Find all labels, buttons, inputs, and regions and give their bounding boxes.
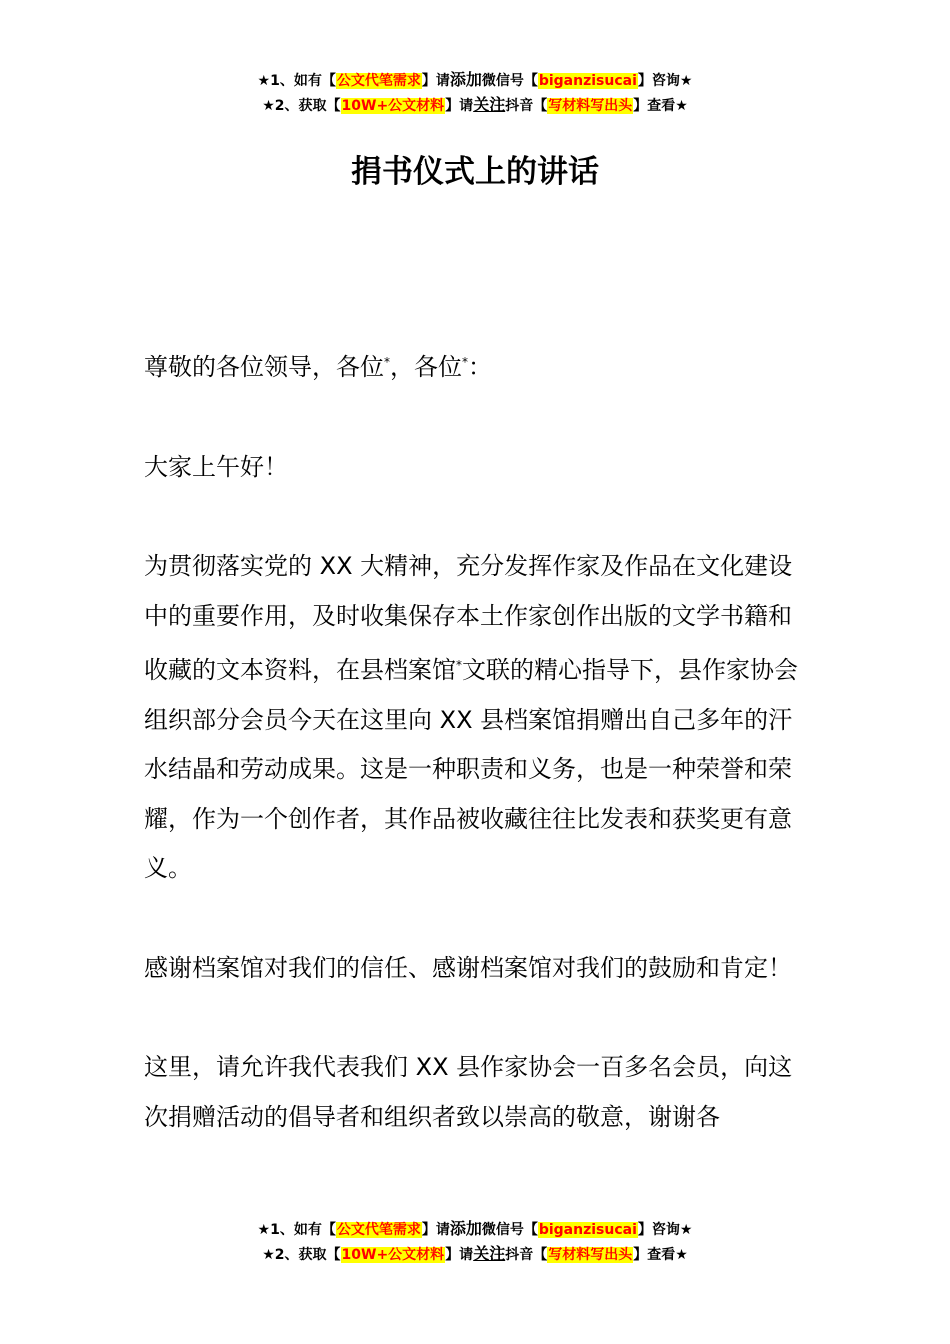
banner-highlight: 公文代笔需求 [336, 73, 421, 89]
banner-emphasis: 添加 [449, 1219, 482, 1238]
banner-line-1 [0, 68, 950, 93]
banner-text: ★2、获取【 [262, 98, 341, 114]
document-body [144, 338, 809, 1142]
banner-douyin-id: 写材料写出头 [548, 98, 633, 114]
banner-text: 】请 [445, 1247, 474, 1263]
banner-wechat-id: biganzisucai [538, 1222, 637, 1238]
banner-emphasis: 关注 [473, 1244, 506, 1263]
page-title: 捐书仪式上的讲话 [351, 154, 599, 190]
banner-text: 】查看★ [633, 98, 688, 114]
banner-text: ★2、获取【 [262, 1247, 341, 1263]
banner-line-1 [0, 1217, 950, 1242]
salutation: 尊敬的各位领导，各位*，各位*： [144, 353, 492, 381]
banner-text: 微信号【 [481, 1222, 538, 1238]
banner-text: 】请 [421, 1222, 450, 1238]
footer-banner [0, 1217, 950, 1267]
banner-text: 微信号【 [481, 73, 538, 89]
banner-text: ★1、如有【 [257, 73, 336, 89]
banner-text: 】查看★ [633, 1247, 688, 1263]
banner-text: 】咨询★ [637, 1222, 693, 1238]
banner-text: 抖音【 [505, 98, 548, 114]
banner-text: 】请 [445, 98, 474, 114]
banner-line-2 [0, 1242, 950, 1267]
banner-wechat-id: biganzisucai [538, 73, 637, 89]
banner-emphasis: 添加 [449, 70, 482, 89]
banner-highlight: 公文代笔需求 [336, 1222, 421, 1238]
greeting: 大家上午好！ [144, 452, 288, 481]
banner-highlight: 10W+公文材料 [341, 1247, 445, 1263]
banner-text: ★1、如有【 [257, 1222, 336, 1238]
banner-text: 】咨询★ [637, 73, 693, 89]
banner-text: 抖音【 [505, 1247, 548, 1263]
banner-line-2 [0, 93, 950, 118]
banner-text: 】请 [421, 73, 450, 89]
banner-highlight: 10W+公文材料 [341, 98, 445, 114]
paragraph-2: 感谢档案馆对我们的信任、感谢档案馆对我们的鼓励和肯定！ [144, 953, 792, 982]
paragraph-1: 为贯彻落实党的 XX 大精神，充分发挥作家及作品在文化建设中的重要作用，及时收集保存本土作家创作出版的文学书籍和收藏的文本资料，在县档案馆*文联的精心指导下，县作家协会组织部分会员今天在这里向 XX 县档案馆捐赠出自己多年的汗水结晶和劳动成果。这是一种职责和义务，也是一种荣誉和荣耀，作为一个创作者，其作品被收藏往往比发表和获奖更有意义。 [144, 552, 798, 882]
banner-emphasis: 关注 [473, 95, 506, 114]
banner-douyin-id: 写材料写出头 [548, 1247, 633, 1263]
paragraph-3: 这里，请允许我代表我们 XX 县作家协会一百多名会员，向这次捐赠活动的倡导者和组织者致以崇高的敬意，谢谢各 [144, 1053, 793, 1131]
header-banner [0, 68, 950, 118]
